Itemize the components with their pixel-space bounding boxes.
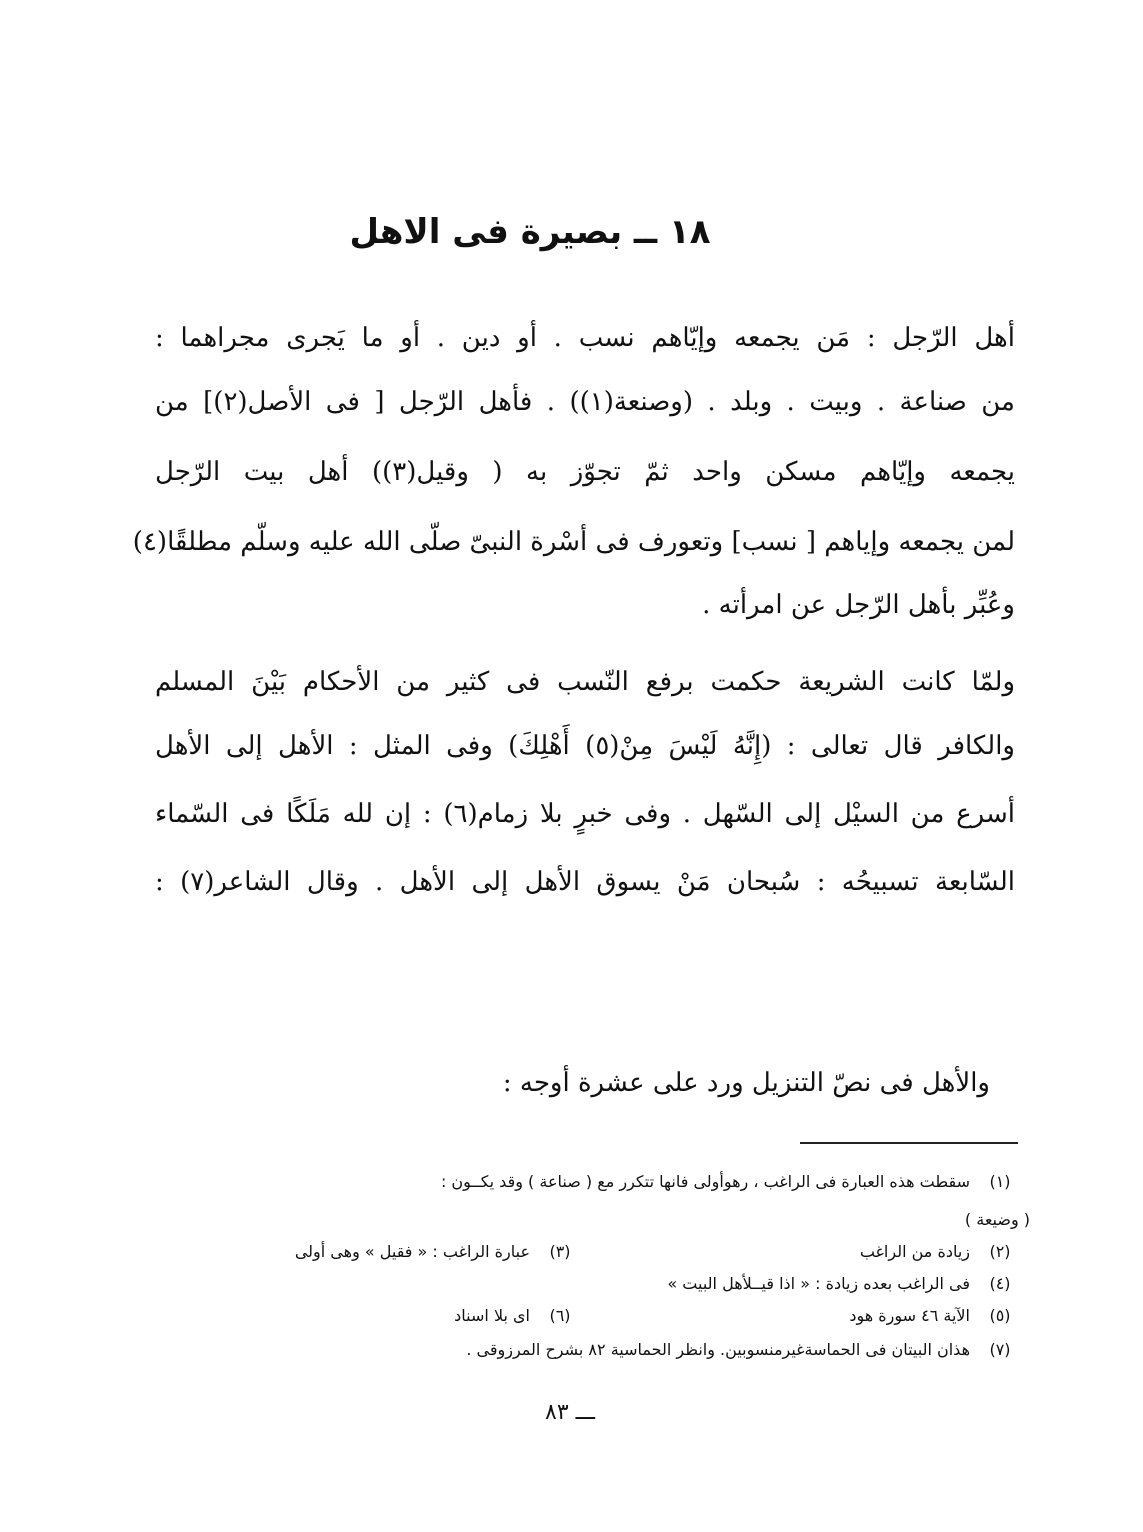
footnote-number: (١) bbox=[989, 1172, 1011, 1191]
body-line: ولمّا كانت الشريعة حكمت برفع النّسب فى كثير من الأحكام بَيْنَ المسلم bbox=[155, 667, 1015, 697]
footnote-text: هذان البيتان فى الحماسةغيرمنسوبين. وانظر الحماسية ٨٢ بشرح المرزوقى . bbox=[466, 1340, 970, 1359]
footnote-text: الآية ٤٦ سورة هود bbox=[849, 1306, 970, 1325]
footnote-number: (٤) bbox=[989, 1274, 1011, 1293]
body-line: من صناعة . وبيت . وبلد . (وصنعة(١)) . فأهل الرّجل [ فى الأصل(٢)] من bbox=[155, 387, 1015, 417]
body-line: السّابعة تسبيحُه : سُبحان مَنْ يسوق الأهل إلى الأهل . وقال الشاعر(٧) : bbox=[155, 867, 1015, 897]
page-number: ـــ ٨٣ bbox=[545, 1400, 595, 1425]
body-line: أهل الرّجل : مَن يجمعه وإيّاهم نسب . أو دين . أو ما يَجرى مجراهما : bbox=[155, 323, 1015, 353]
body-line: وعُبِّر بأهل الرّجل عن امرأته . bbox=[702, 590, 1015, 620]
footnote-text: زيادة من الراغب bbox=[859, 1242, 970, 1261]
footnote-number: (٢) bbox=[989, 1242, 1011, 1261]
footnote-text: سقطت هذه العبارة فى الراغب ، رهوأولى فانها تتكرر مع ( صناعة ) وقد يكــون : bbox=[440, 1172, 970, 1191]
footnote-text: عبارة الراغب : « فقيل » وهى أولى bbox=[294, 1242, 530, 1261]
body-line: والأهل فى نصّ التنزيل ورد على عشرة أوجه : bbox=[502, 1068, 990, 1098]
body-line: أسرع من السيْل إلى السّهل . وفى خبرٍ بلا زمام(٦) : إن لله مَلَكًا فى السّماء bbox=[155, 799, 1015, 829]
chapter-title: ١٨ ــ بصيرة فى الاهل bbox=[349, 212, 711, 252]
footnote-number: (٦) bbox=[549, 1306, 571, 1325]
footnote-text: فى الراغب بعده زيادة : « اذا قيــلأهل البيت » bbox=[667, 1274, 970, 1293]
footnote-text: ( وضيعة ) bbox=[964, 1210, 1030, 1229]
body-line: يجمعه وإيّاهم مسكن واحد ثمّ تجوّز به ( وقيل(٣)) أهل بيت الرّجل bbox=[155, 457, 1016, 487]
footnote-divider bbox=[800, 1142, 1018, 1144]
footnote-number: (٥) bbox=[989, 1306, 1011, 1325]
footnote-text: اى بلا اسناد bbox=[454, 1306, 530, 1325]
body-line: والكافر قال تعالى : (إِنَّهُ لَيْسَ مِنْ(٥) أَهْلِكَ) وفى المثل : الأهل إلى الأهل bbox=[155, 731, 1015, 761]
body-line: لمن يجمعه وإياهم [ نسب] وتعورف فى أسْرة النبىّ صلّى الله عليه وسلّم مطلقًا(٤) bbox=[132, 527, 1015, 557]
footnote-number: (٣) bbox=[549, 1242, 571, 1261]
footnote-number: (٧) bbox=[989, 1340, 1011, 1359]
